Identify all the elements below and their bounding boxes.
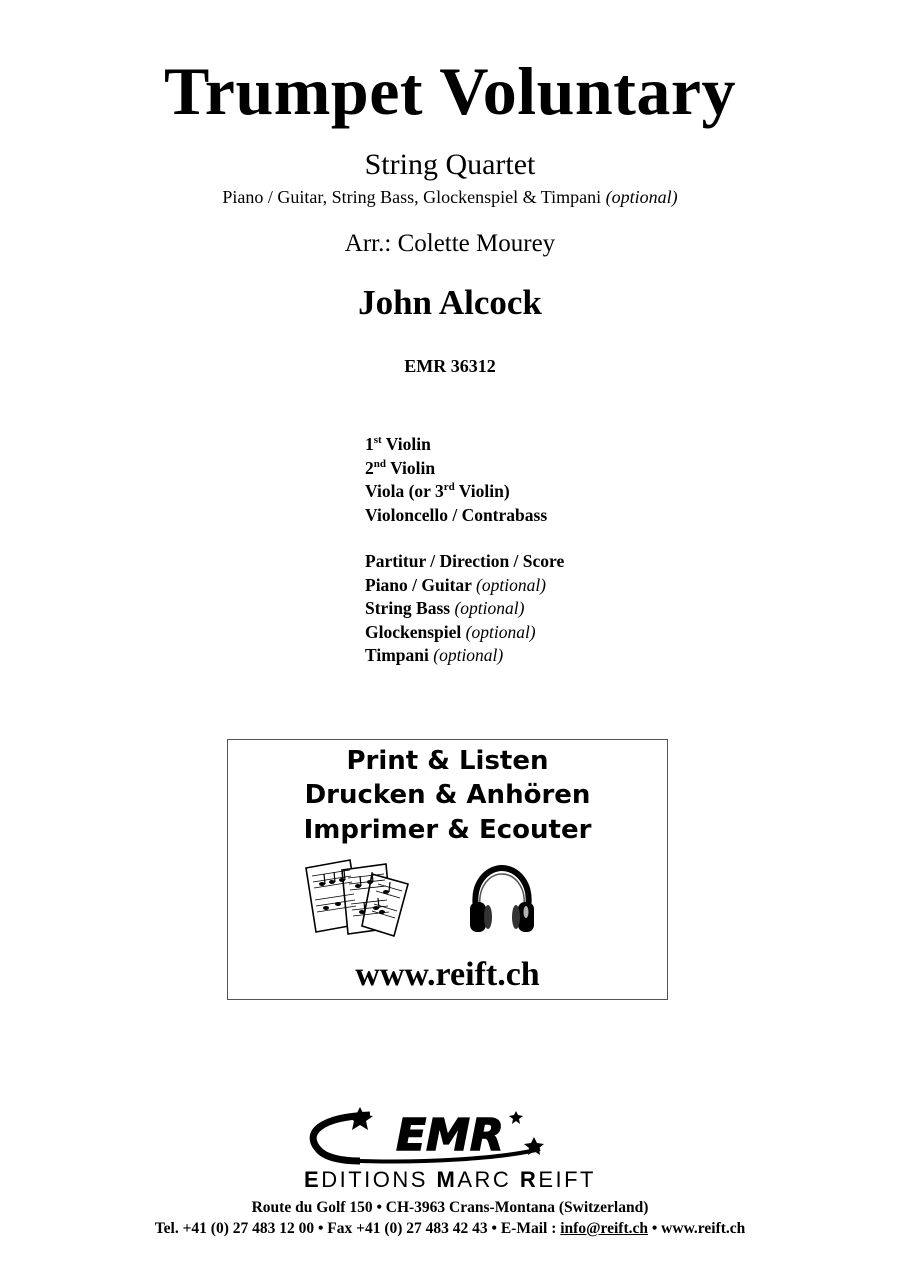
sheet-music-icon [302, 858, 414, 938]
instrumentation-line [0, 187, 900, 208]
promo-line-french: Imprimer & Ecouter [303, 815, 592, 845]
publisher-address: Route du Golf 150 • CH-3963 Crans-Montana (Switzerland) [251, 1199, 649, 1216]
instrumentation-note: (optional) [605, 187, 678, 207]
part-score: Partitur / Direction / Score [365, 551, 565, 571]
instrumentation-main: Piano / Guitar, String Bass, Glockenspiel & Timpani [222, 187, 602, 207]
part-timpani: Timpani (optional) [365, 645, 504, 665]
print-listen-box [227, 739, 668, 1000]
part-viola: Viola (or 3rd Violin) [365, 481, 510, 501]
email-link[interactable]: info@reift.ch [560, 1220, 648, 1237]
composer: John Alcock [358, 283, 542, 322]
part-violin-2: 2nd Violin [365, 457, 436, 478]
promo-line-english: Print & Listen [346, 746, 549, 776]
headphones-icon [466, 864, 538, 936]
optional-parts-list [365, 550, 564, 668]
part-string-bass: String Bass (optional) [365, 598, 525, 618]
promo-line-german: Drucken & Anhören [304, 780, 591, 810]
part-glockenspiel: Glockenspiel (optional) [365, 621, 536, 642]
page-title: Trumpet Voluntary [163, 53, 737, 129]
arranger: Arr.: Colette Mourey [344, 230, 556, 257]
svg-text:EMR: EMR [396, 1110, 504, 1161]
emr-logo [300, 1105, 600, 1165]
catalog-number: EMR 36312 [404, 356, 496, 376]
publisher-name: EDITIONS MARC REIFT [304, 1167, 596, 1192]
part-piano-guitar: Piano / Guitar (optional) [365, 574, 547, 595]
promo-url: www.reift.ch [355, 956, 540, 993]
ensemble-subtitle: String Quartet [364, 148, 536, 181]
publisher-contact: Tel. +41 (0) 27 483 12 00 • Fax +41 (0) 27 483 42 43 • E-Mail : info@reift.ch • www.reift.ch [154, 1220, 746, 1237]
part-cello: Violoncello / Contrabass [365, 504, 548, 525]
part-violin-1: 1st Violin [365, 434, 431, 454]
string-parts-list [365, 433, 547, 527]
